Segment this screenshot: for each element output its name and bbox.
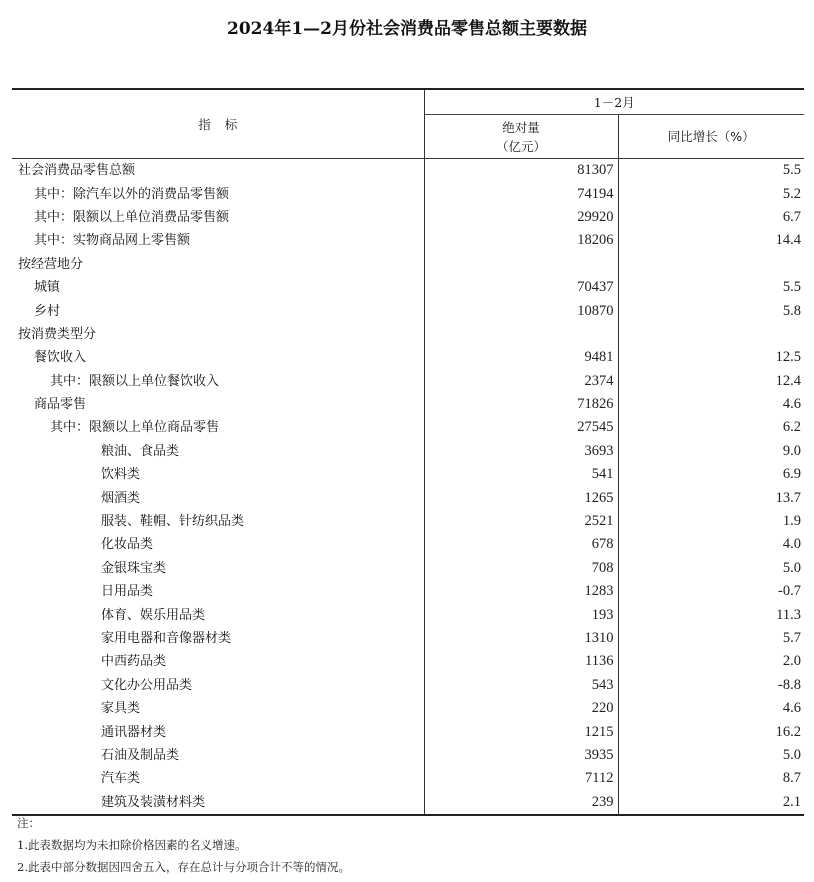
- indicator-label: 家用电器和音像器材类: [12, 627, 424, 650]
- yoy-growth-cell: -0.7: [778, 583, 801, 600]
- absolute-value-cell: 1310: [424, 627, 618, 650]
- yoy-growth-cell: 5.0: [782, 559, 801, 576]
- yoy-growth-cell: 9.0: [782, 442, 801, 459]
- table-row: [12, 253, 804, 276]
- absolute-value-header-line1: 绝对量: [502, 119, 540, 135]
- note-item: 1.此表数据均为未扣除价格因素的名义增速。: [17, 838, 247, 852]
- table-row: [12, 650, 804, 673]
- yoy-growth-cell: 4.0: [782, 536, 801, 553]
- indicator-label: 通讯器材类: [12, 720, 424, 743]
- table-row: [12, 674, 804, 697]
- indicator-label: 体育、娱乐用品类: [12, 603, 424, 626]
- table-row: [12, 603, 804, 626]
- yoy-growth-cell: 5.0: [782, 746, 801, 763]
- table-row: [12, 510, 804, 533]
- indicator-label: 其中：限额以上单位消费品零售额: [12, 206, 424, 229]
- indicator-label: 日用品类: [12, 580, 424, 603]
- absolute-value-cell: 239: [424, 791, 618, 815]
- note-item: 2.此表中部分数据因四舍五入，存在总计与分项合计不等的情况。: [17, 860, 350, 874]
- indicator-label: 其中：限额以上单位商品零售: [12, 416, 424, 439]
- table-row: [12, 229, 804, 252]
- yoy-growth-cell: 5.5: [782, 162, 801, 179]
- indicator-label: 商品零售: [12, 393, 424, 416]
- absolute-value-cell: [424, 253, 618, 276]
- indicator-label: 汽车类: [12, 767, 424, 790]
- indicator-label: 按消费类型分: [12, 323, 424, 346]
- table-row: [12, 299, 804, 322]
- retail-sales-table-container: [12, 88, 804, 816]
- retail-sales-table: [12, 88, 804, 816]
- absolute-value-cell: 193: [424, 603, 618, 626]
- table-row: [12, 557, 804, 580]
- table-row: [12, 393, 804, 416]
- yoy-growth-cell: 16.2: [775, 723, 801, 740]
- yoy-growth-cell: 12.5: [775, 349, 801, 366]
- indicator-label: 社会消费品零售总额: [12, 159, 424, 183]
- absolute-value-cell: 29920: [424, 206, 618, 229]
- yoy-growth-cell: 11.3: [776, 606, 801, 623]
- yoy-growth-cell: 6.2: [782, 419, 801, 436]
- table-row: [12, 767, 804, 790]
- absolute-value-cell: 543: [424, 674, 618, 697]
- yoy-growth-cell: [618, 323, 804, 346]
- absolute-value-cell: 541: [424, 463, 618, 486]
- table-row: [12, 580, 804, 603]
- yoy-growth-cell: 5.5: [782, 279, 801, 296]
- yoy-growth-cell: 14.4: [775, 232, 801, 249]
- yoy-growth-cell: [618, 253, 804, 276]
- yoy-growth-cell: 4.6: [782, 396, 801, 413]
- notes-heading: 注：: [17, 816, 40, 830]
- indicator-label: 其中：限额以上单位餐饮收入: [12, 370, 424, 393]
- table-row: [12, 486, 804, 509]
- indicator-label: 家具类: [12, 697, 424, 720]
- absolute-value-cell: 708: [424, 557, 618, 580]
- absolute-value-cell: 9481: [424, 346, 618, 369]
- absolute-value-cell: 2374: [424, 370, 618, 393]
- indicator-column-header: 指标: [12, 89, 424, 159]
- absolute-value-cell: 3935: [424, 744, 618, 767]
- yoy-growth-cell: 2.0: [782, 653, 801, 670]
- yoy-growth-cell: 5.7: [782, 630, 801, 646]
- indicator-label: 餐饮收入: [12, 346, 424, 369]
- yoy-growth-cell: 6.9: [782, 466, 801, 483]
- absolute-value-cell: 10870: [424, 299, 618, 322]
- absolute-value-cell: 81307: [424, 159, 618, 183]
- table-row: [12, 463, 804, 486]
- absolute-value-column-header: [424, 115, 618, 159]
- indicator-label: 石油及制品类: [12, 744, 424, 767]
- absolute-value-cell: 1265: [424, 486, 618, 509]
- table-row: [12, 744, 804, 767]
- absolute-value-cell: [424, 323, 618, 346]
- table-row: [12, 346, 804, 369]
- absolute-value-cell: 18206: [424, 229, 618, 252]
- absolute-value-cell: 1215: [424, 720, 618, 743]
- yoy-growth-cell: 8.7: [782, 770, 801, 787]
- table-row: [12, 159, 804, 183]
- indicator-label: 烟酒类: [12, 486, 424, 509]
- absolute-value-header-unit: （亿元）: [495, 138, 546, 154]
- yoy-growth-cell: 13.7: [775, 489, 801, 506]
- table-row: [12, 627, 804, 650]
- indicator-label: 服装、鞋帽、针纺织品类: [12, 510, 424, 533]
- absolute-value-cell: 70437: [424, 276, 618, 299]
- absolute-value-cell: 7112: [424, 767, 618, 790]
- indicator-label: 化妆品类: [12, 533, 424, 556]
- indicator-label: 按经营地分: [12, 253, 424, 276]
- absolute-value-cell: 71826: [424, 393, 618, 416]
- yoy-growth-cell: 1.9: [782, 513, 801, 530]
- indicator-label: 饮料类: [12, 463, 424, 486]
- absolute-value-cell: 74194: [424, 182, 618, 205]
- document-title: 2024年1—2月份社会消费品零售总额主要数据: [227, 19, 587, 39]
- indicator-label: 中西药品类: [12, 650, 424, 673]
- indicator-label: 城镇: [12, 276, 424, 299]
- table-body: [12, 159, 804, 815]
- indicator-label: 文化办公用品类: [12, 674, 424, 697]
- indicator-label: 其中：除汽车以外的消费品零售额: [12, 182, 424, 205]
- table-row: [12, 323, 804, 346]
- yoy-growth-cell: -8.8: [778, 676, 801, 693]
- indicator-label: 粮油、食品类: [12, 440, 424, 463]
- table-row: [12, 182, 804, 205]
- yoy-growth-column-header: 同比增长（%）: [618, 115, 804, 159]
- table-row: [12, 276, 804, 299]
- yoy-growth-cell: 2.1: [618, 791, 804, 815]
- yoy-growth-cell: 12.4: [775, 372, 801, 389]
- footnotes: [17, 812, 350, 878]
- table-header: [12, 89, 804, 159]
- indicator-label: 乡村: [12, 299, 424, 322]
- absolute-value-cell: 3693: [424, 440, 618, 463]
- indicator-label: 金银珠宝类: [12, 557, 424, 580]
- table-row: [12, 697, 804, 720]
- table-row: [12, 370, 804, 393]
- table-row: [12, 533, 804, 556]
- table-row: [12, 416, 804, 439]
- absolute-value-cell: 1136: [424, 650, 618, 673]
- absolute-value-cell: 220: [424, 697, 618, 720]
- absolute-value-cell: 678: [424, 533, 618, 556]
- table-row: [12, 720, 804, 743]
- absolute-value-cell: 2521: [424, 510, 618, 533]
- yoy-growth-cell: 5.8: [782, 302, 801, 319]
- yoy-growth-cell: 6.7: [782, 208, 801, 225]
- indicator-label: 其中：实物商品网上零售额: [12, 229, 424, 252]
- indicator-label: 建筑及装潢材料类: [12, 791, 424, 815]
- table-row: [12, 206, 804, 229]
- absolute-value-cell: 1283: [424, 580, 618, 603]
- absolute-value-cell: 27545: [424, 416, 618, 439]
- table-row: [12, 440, 804, 463]
- yoy-growth-cell: 5.2: [782, 185, 801, 202]
- yoy-growth-cell: 4.6: [782, 700, 801, 717]
- period-column-header: 1－2月: [424, 89, 804, 115]
